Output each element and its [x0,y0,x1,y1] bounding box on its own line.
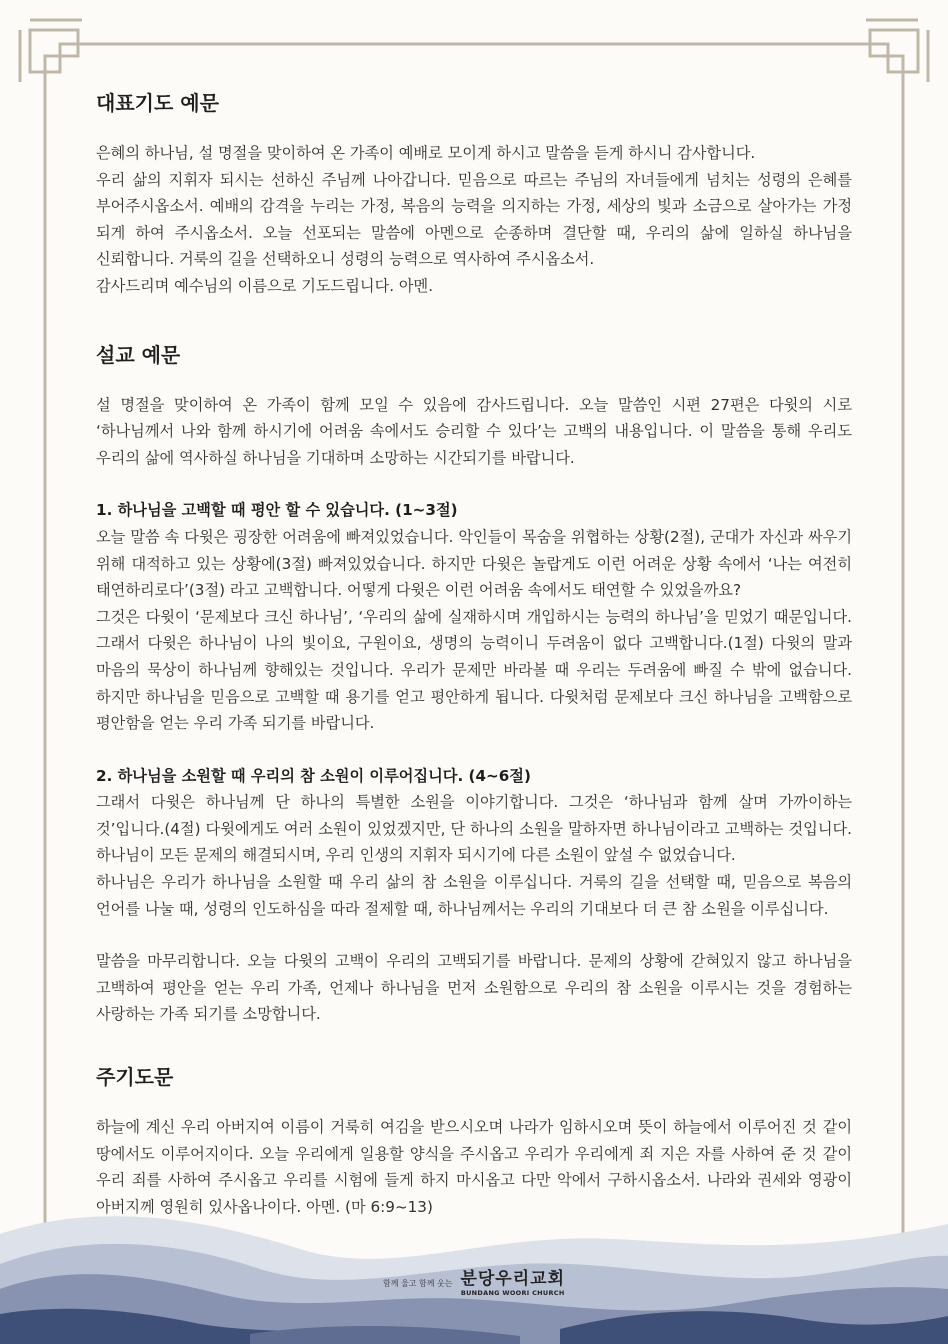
church-name-en: BUNDANG WOORI CHURCH [460,1289,565,1297]
sermon-point-1-paragraph-2: 그것은 다윗이 ‘문제보다 크신 하나님’, ‘우리의 삶에 실재하시며 개입하시는 능력의 하나님’을 믿었기 때문입니다. 그래서 다윗은 하나님이 나의 빛이요, 구원이요, 생명의 능력이니 두려움이 없다 고백합니다.(1절) 다윗의 말과 마음의 묵상이 하나님께 향해있는 것입니다. 우리가 문제만 바라볼 때 우리는 두려움에 빠질 수 밖에 없습니다. 하지만 하나님을 믿음으로 고백할 때 용기를 얻고 평안하게 됩니다. 다윗처럼 문제보다 크신 하나님을 고백함으로 평안함을 얻는 우리 가족 되기를 바랍니다. [96,607,852,733]
prayer-line-1: 은혜의 하나님, 설 명절을 맞이하여 온 가족이 예배로 모이게 하시고 말씀을 듣게 하시니 감사합니다. [96,144,756,162]
lords-prayer-text: 하늘에 계신 우리 아버지여 이름이 거룩히 여김을 받으시오며 나라가 임하시오며 뜻이 하늘에서 이루어진 것 같이 땅에서도 이루어지이다. 오늘 우리에게 일용할 양식을 주시옵고 우리가 우리에게 죄 지은 자를 사하여 준 것 같이 우리 죄를 사하여 주시옵고 우리를 시험에 들게 하지 마시옵고 다만 악에서 구하시옵소서. 나라와 권세와 영광이 아버지께 영원히 있사옵나이다. 아멘. (마 6:9~13) [96,1118,852,1216]
sermon-point-2-paragraph-1: 그래서 다윗은 하나님께 단 하나의 특별한 소원을 이야기합니다. 그것은 ‘하나님과 함께 살며 가까이하는 것’입니다.(4절) 다윗에게도 여러 소원이 있었겠지만, 단 하나의 소원을 말하자면 하나님이라고 고백하는 것입니다. 하나님이 모든 문제의 해결되시며, 우리 인생의 지휘자 되시기에 다른 소원이 앞설 수 없었습니다. [96,793,852,865]
church-logo [460,1270,565,1297]
document-body [96,88,852,1220]
prayer-title: 대표기도 예문 [96,91,219,115]
church-footer [0,1270,948,1297]
church-slogan: 함께 울고 함께 웃는 [383,1279,453,1288]
prayer-line-3: 감사드리며 예수님의 이름으로 기도드립니다. 아멘. [96,276,434,295]
church-name: 분당우리교회 [460,1269,565,1289]
sermon-point-2-heading: 2. 하나님을 소원할 때 우리의 참 소원이 이루어집니다. (4~6절) [96,766,531,785]
sermon-point-2-paragraph-2: 하나님은 우리가 하나님을 소원할 때 우리 삶의 참 소원을 이루십니다. 거룩의 길을 선택할 때, 믿음으로 복음의 언어를 나눌 때, 성령의 인도하심을 따라 절제할 때, 하나님께서는 우리의 기대보다 더 큰 참 소원을 이루십니다. [96,873,852,918]
sermon-point-1-paragraph-1: 오늘 말씀 속 다윗은 굉장한 어려움에 빠져있었습니다. 악인들이 목숨을 위협하는 상황(2절), 군대가 자신과 싸우기 위해 대적하고 있는 상황에(3절) 빠져있었습니다. 하지만 다윗은 놀랍게도 이런 어려운 상황 속에서 ‘나는 여전히 태연하리로다’(3절) 라고 고백합니다. 어떻게 다윗은 이런 어려움 속에서도 태연할 수 있었을까요? [96,527,852,600]
lords-prayer-title: 주기도문 [96,1065,174,1090]
prayer-line-2: 우리 삶의 지휘자 되시는 선하신 주님께 나아갑니다. 믿음으로 따르는 주님의 자녀들에게 넘치는 성령의 은혜를 부어주시옵소서. 예배의 감격을 누리는 가정, 복음의 능력을 의지하는 가정, 세상의 빛과 소금으로 살아가는 가정 되게 하여 주시옵소서. 오늘 선포되는 말씀에 아멘으로 순종하며 결단할 때, 우리의 삶에 일하실 하나님을 신뢰합니다. 거룩의 길을 선택하오니 성령의 능력으로 역사하여 주시옵소서. [96,170,852,269]
sermon-title: 설교 예문 [96,342,181,367]
sermon-conclusion: 말씀을 마무리합니다. 오늘 다윗의 고백이 우리의 고백되기를 바랍니다. 문제의 상황에 갇혀있지 않고 하나님을 고백하여 평안을 얻는 우리 가족, 언제나 하나님을 먼저 소원함으로 우리의 참 소원을 이루시는 것을 경험하는 사랑하는 가족 되기를 소망합니다. [96,952,852,1024]
sermon-intro: 설 명절을 맞이하여 온 가족이 함께 모일 수 있음에 감사드립니다. 오늘 말씀인 시편 27편은 다윗의 시로 ‘하나님께서 나와 함께 하시기에 어려움 속에서도 승리할 수 있다’는 고백의 내용입니다. 이 말씀을 통해 우리도 우리의 삶에 역사하실 하나님을 기대하며 소망하는 시간되기를 바랍니다. [96,395,852,467]
sermon-point-1-heading: 1. 하나님을 고백할 때 평안 할 수 있습니다. (1~3절) [96,501,458,520]
